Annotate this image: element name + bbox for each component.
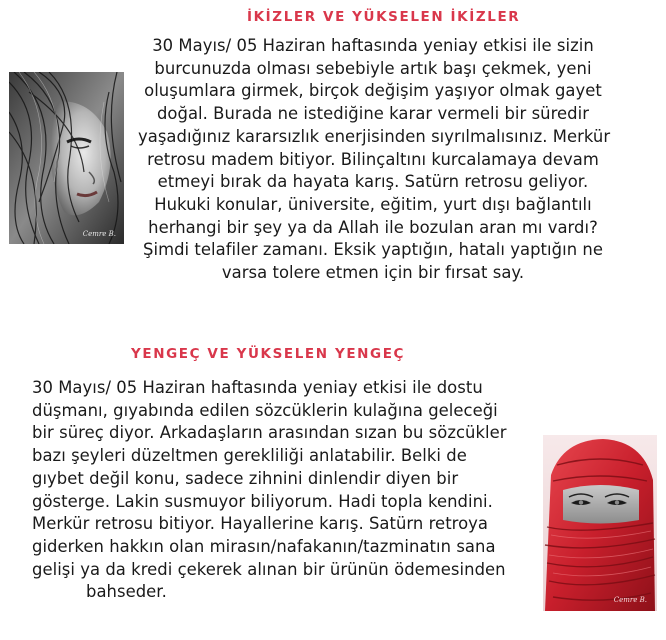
- section-body: [138, 35, 611, 285]
- body-line: varsa tolere etmen için bir fırsat say.: [221, 263, 525, 283]
- artist-signature: Cemre B.: [82, 230, 116, 238]
- body-line: bir süreç diyor. Arkadaşların arasından sızan bu sözcükler: [32, 423, 507, 443]
- body-line: giderken hakkın olan mirasın/nafakanın/tazminatın sana: [32, 536, 496, 556]
- body-line: etmeyi bırak da hayata karış. Satürn retrosu geliyor.: [157, 172, 589, 192]
- body-line: yaşadığınız kararsızlık enerjisinden sıyrılmalısınız. Merkür: [138, 126, 611, 146]
- body-line: gıybet değil konu, sadece zihnini dinlendir diyen bir: [32, 468, 459, 488]
- body-line: Merkür retrosu bitiyor. Hayallerine karış. Satürn retroya: [32, 514, 489, 534]
- body-line: retrosu madem bitiyor. Bilinçaltını kurcalamaya devam: [147, 149, 599, 169]
- body-line: bahseder.: [86, 582, 167, 602]
- section-heading: YENGEÇ VE YÜKSELEN YENGEÇ: [131, 346, 406, 362]
- body-line: gösterge. Lakin susmuyor biliyorum. Hadi topla kendini.: [32, 491, 493, 511]
- section-heading: İKİZLER VE YÜKSELEN İKİZLER: [247, 9, 521, 25]
- section-body: [32, 377, 532, 604]
- woman-hair-portrait-image: [9, 72, 124, 244]
- body-line: Şimdi telafiler zamanı. Eksik yaptığın, hatalı yaptığın ne: [143, 240, 603, 260]
- body-line: doğal. Burada ne istediğine karar vermeli bir süredir: [156, 104, 590, 124]
- body-line: düşmanı, gıyabında edilen sözcüklerin kulağına geleceği: [32, 400, 498, 420]
- body-line: 30 Mayıs/ 05 Haziran haftasında yeniay etkisi ile sizin: [152, 36, 594, 55]
- body-line: herhangi bir şey ya da Allah ile bozulan aran mı vardı?: [148, 217, 598, 237]
- body-line: 30 Mayıs/ 05 Haziran haftasında yeniay etkisi ile dostu: [32, 378, 483, 397]
- body-line: Hukuki konular, üniversite, eğitim, yurt dışı bağlantılı: [154, 194, 592, 214]
- woman-red-veil-image: [543, 435, 657, 611]
- body-line: oluşumlara girmek, birçok değişim yaşıyor olmak gayet: [144, 81, 602, 101]
- body-line: burcunuzda olması sebebiyle artık başı çekmek, yeni: [154, 58, 592, 78]
- body-line: bazı şeyleri düzeltmen gerekliliği anlatabilir. Belki de: [32, 446, 467, 466]
- body-line: gelişi ya da kredi çekerek alınan bir ürünün ödemesinden: [32, 559, 506, 579]
- artist-signature: Cemre B.: [613, 596, 647, 604]
